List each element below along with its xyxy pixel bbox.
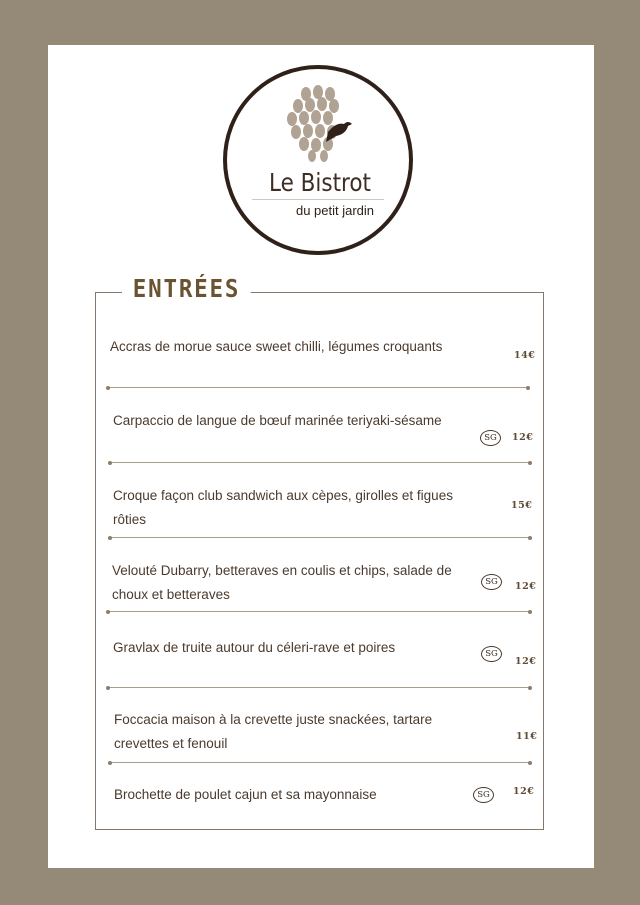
menu-item-price: 12€ [513, 786, 535, 797]
menu-item-price: 12€ [515, 656, 537, 667]
menu-item-price: 12€ [512, 432, 534, 443]
item-divider [110, 462, 530, 463]
tree-bird-logo-icon [276, 84, 360, 168]
menu-item-price: 15€ [511, 500, 533, 511]
logo-divider [252, 199, 384, 200]
item-divider [108, 387, 528, 388]
menu-item-name: Foccacia maison à la crevette juste snackées, tartare crevettes et fenouil [114, 712, 433, 751]
menu-item-name: Brochette de poulet cajun et sa mayonnaise [114, 787, 377, 802]
logo-subtitle: du petit jardin [295, 203, 375, 218]
menu-item-name: Gravlax de truite autour du céleri-rave et poires [113, 640, 396, 655]
gluten-free-badge: SG [481, 646, 502, 662]
logo-name: Le Bistrot [269, 168, 371, 197]
menu-item-price: 14€ [514, 350, 536, 361]
item-divider [110, 762, 530, 763]
item-divider [108, 687, 530, 688]
gluten-free-badge: SG [473, 787, 494, 803]
section-title: ENTRÉES [122, 274, 251, 303]
menu-item-name: Accras de morue sauce sweet chilli, légumes croquants [110, 339, 443, 354]
item-divider [110, 537, 530, 538]
menu-item-name: Carpaccio de langue de bœuf marinée teriyaki-sésame [113, 413, 442, 428]
menu-item-name: Croque façon club sandwich aux cèpes, girolles et figues rôties [113, 488, 453, 527]
item-divider [108, 611, 530, 612]
menu-item-price: 12€ [515, 581, 537, 592]
menu-item-price: 11€ [516, 731, 538, 742]
gluten-free-badge: SG [481, 574, 502, 590]
menu-item-name: Velouté Dubarry, betteraves en coulis et chips, salade de choux et betteraves [112, 563, 452, 602]
gluten-free-badge: SG [480, 430, 501, 446]
